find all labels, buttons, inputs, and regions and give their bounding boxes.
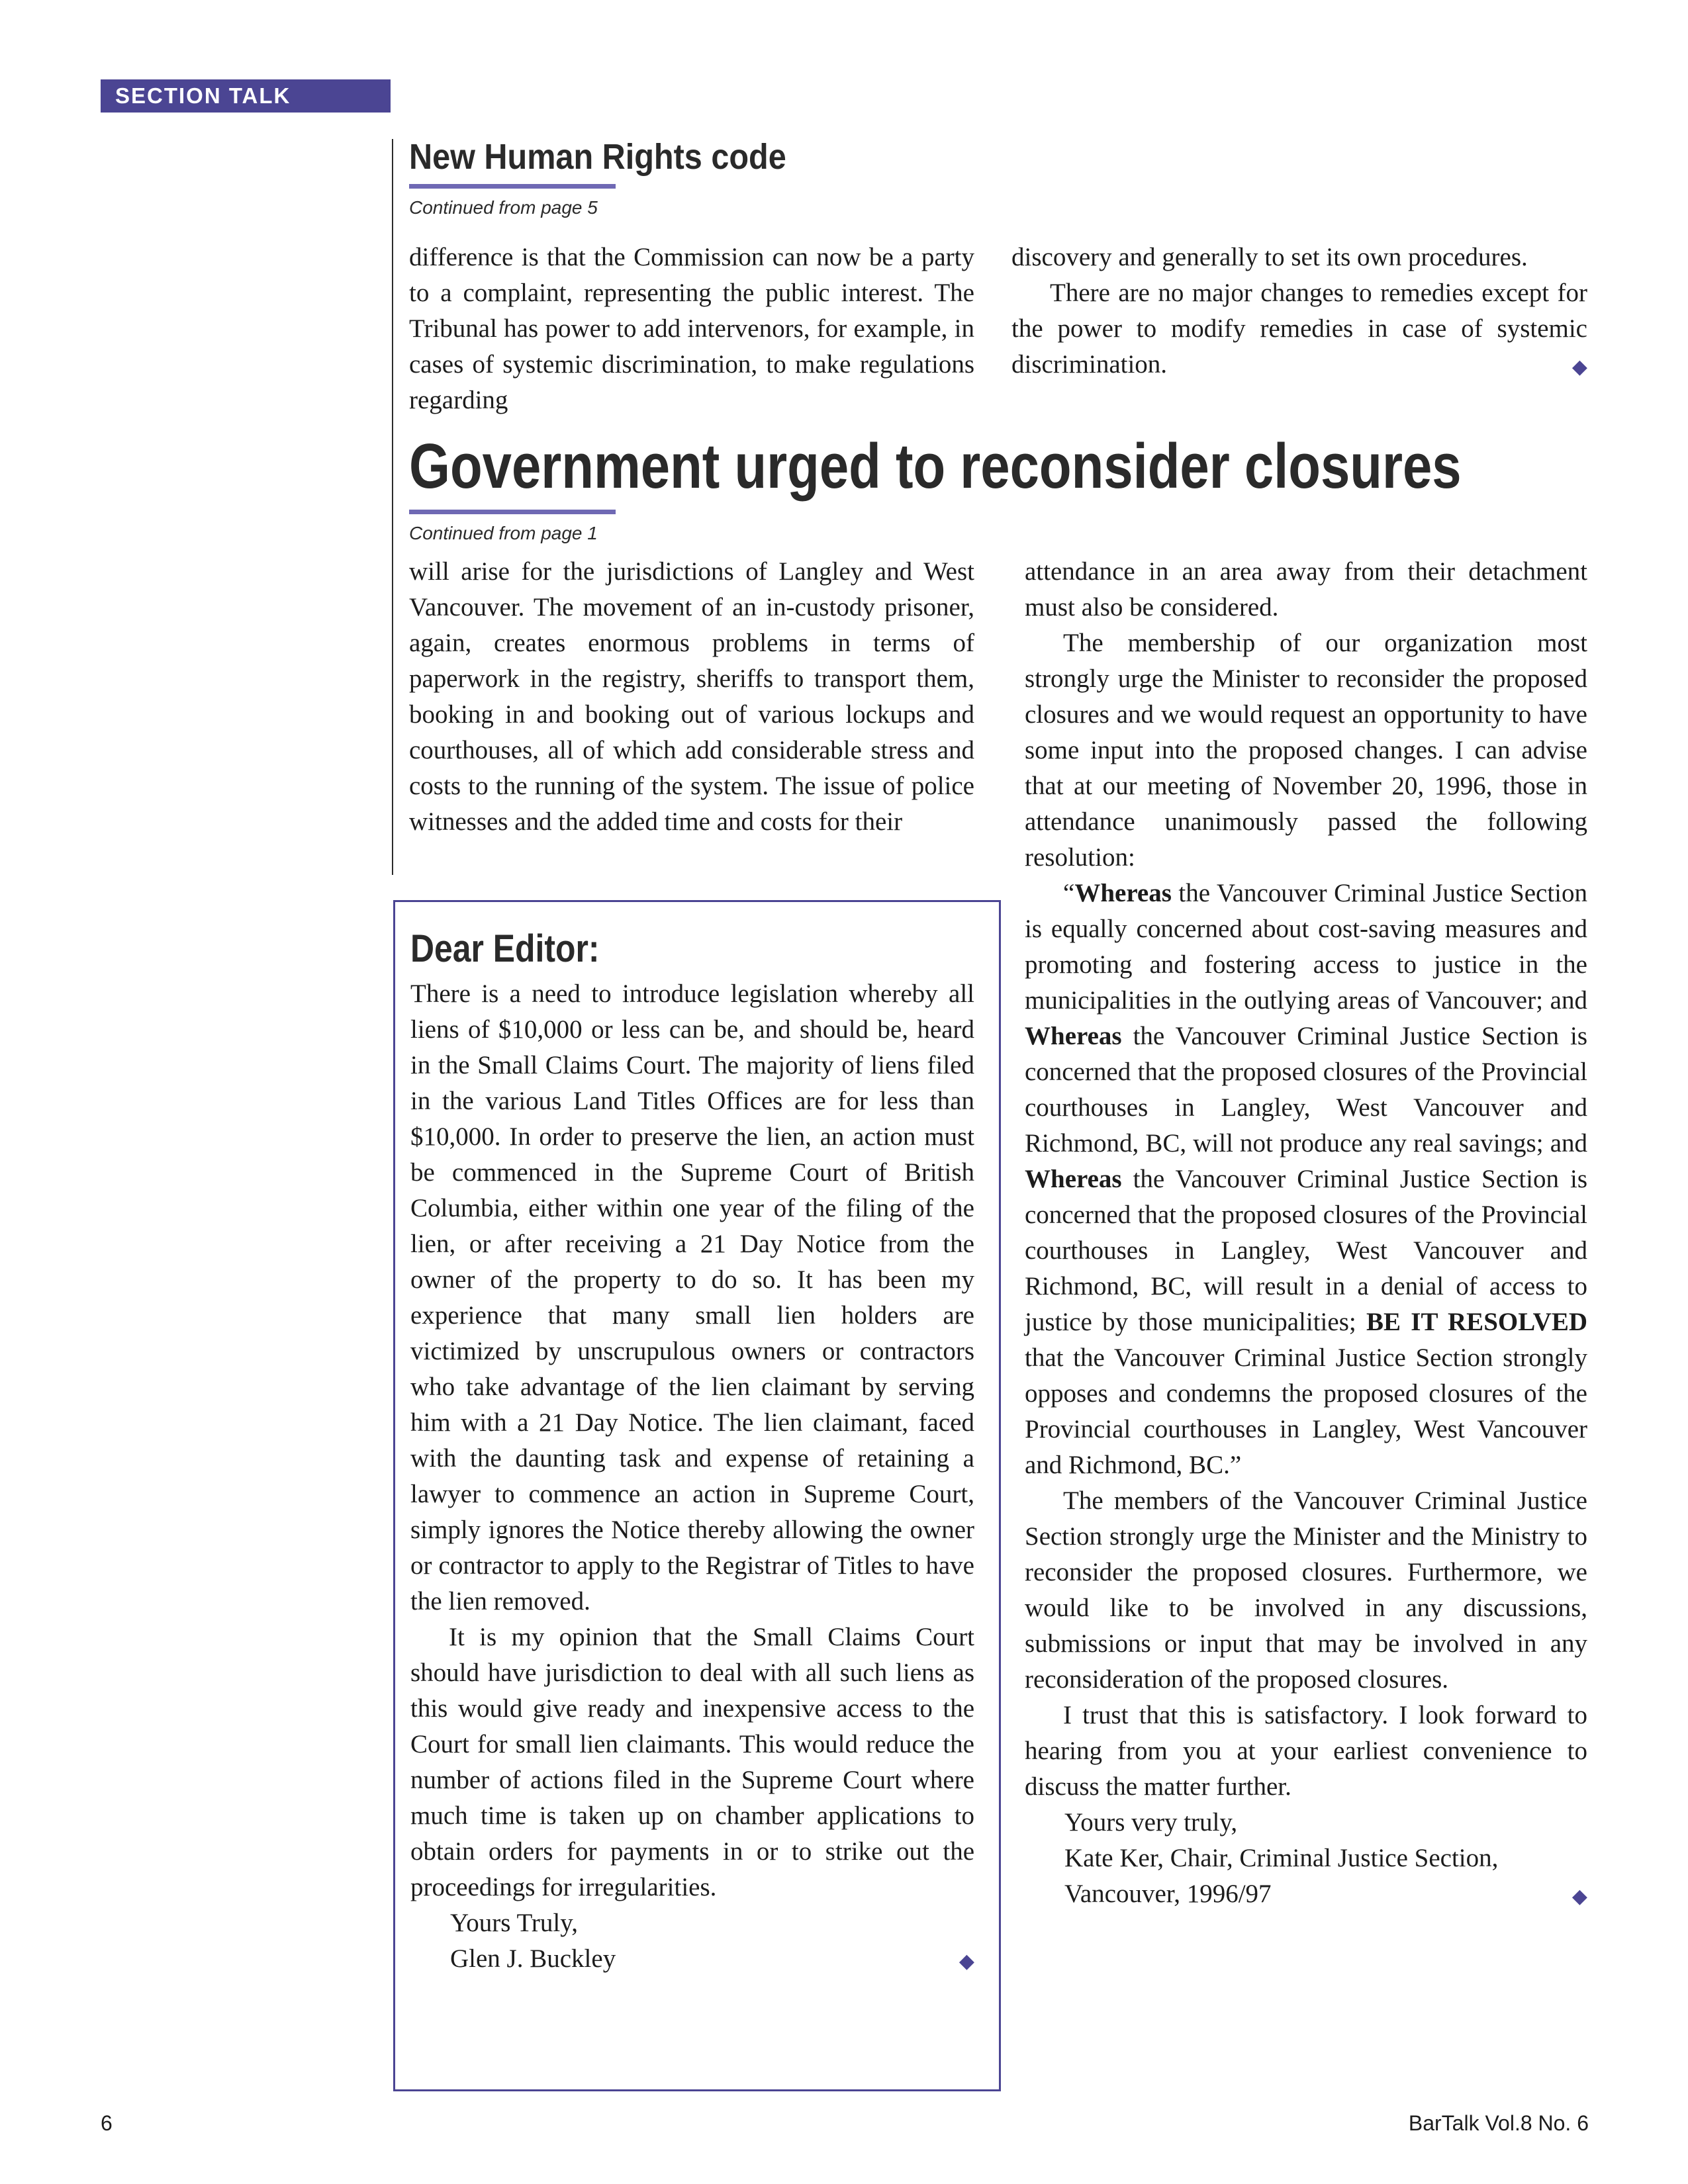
article2-signer-line2: Vancouver, 1996/97 ◆ <box>1025 1876 1587 1912</box>
article2-title: Government urged to reconsider closures <box>409 431 1462 502</box>
article1-title-rule <box>409 184 616 189</box>
article2-right-p4: The members of the Vancouver Criminal Justice Section strongly urge the Minister and the Ministry to reconsider the proposed closures. Furthermore, we would like to be involved in any discussions, submissions or input that may be involved in any reconsideration of the proposed closures. <box>1025 1486 1587 1694</box>
article2-resolution: “Whereas the Vancouver Criminal Justice Section is equally concerned about cost-saving measures and promoting and fostering access to justice in the municipalities in the outlying areas of Vancouver; and Whereas the Vancouver Criminal Justice Section is concerned that the proposed closures of the Provincial courthouses in Langley, West Vancouver and Richmond, BC, will not produce any real savings; and Whereas the Vancouver Criminal Justice Section is concerned that the proposed closures of the Provincial courthouses in Langley, West Vancouver and Richmond, BC, will result in a denial of access to justice by those municipalities; BE IT RESOLVED that the Vancouver Criminal Justice Section strongly opposes and condemns the proposed closures of the Provincial courthouses in Langley, West Vancouver and Richmond, BC.” <box>1025 879 1587 1479</box>
letter-title: Dear Editor: <box>410 927 600 970</box>
article1-left-text: difference is that the Commission can now be a party to a complaint, representing the public interest. The Tribunal has power to add intervenors, for example, in cases of systemic discrimination, to make regulations regarding <box>409 243 974 414</box>
publication-issue: BarTalk Vol.8 No. 6 <box>1408 2111 1589 2135</box>
article2-signer-line1: Kate Ker, Chair, Criminal Justice Section, <box>1064 1844 1499 1872</box>
article2-left-column <box>409 554 974 840</box>
article2-closing: Yours very truly, <box>1064 1808 1238 1837</box>
end-mark-icon: ◆ <box>1571 1886 1587 1907</box>
article2-right-column <box>1025 554 1587 1915</box>
page-number: 6 <box>101 2111 113 2135</box>
article1-right-p1: discovery and generally to set its own procedures. <box>1011 243 1528 271</box>
article2-continued: Continued from page 1 <box>409 523 598 543</box>
letter-p1: There is a need to introduce legislation whereby all liens of $10,000 or less can be, and should be, heard in the Small Claims Court. The majority of liens filed in the various Land Titles Offices are for less than $10,000. In order to preserve the lien, an action must be commenced in the Supreme Court of British Columbia, either within one year of the filing of the lien, or after receiving a 21 Day Notice from the owner of the property to do so. It has been my experience that many small lien holders are victimized by unscrupulous owners or contractors who take advantage of the lien claimant by serving him with a 21 Day Notice. The lien claimant, faced with the daunting task and expense of retaining a lawyer to commence an action in Supreme Court, simply ignores the Notice thereby allowing the owner or contractor to apply to the Registrar of Titles to have the lien removed. <box>410 979 974 1615</box>
article1-title: New Human Rights code <box>409 137 786 177</box>
article2-right-p1: attendance in an area away from their detachment must also be considered. <box>1025 557 1587 621</box>
article1-left-column <box>409 240 974 418</box>
letter-signer: Glen J. Buckley ◆ <box>410 1941 974 1977</box>
column-divider <box>392 139 393 875</box>
article2-left-text: will arise for the jurisdictions of Langley and West Vancouver. The movement of an in-custody prisoner, again, creates enormous problems in terms of paperwork in the registry, sheriffs to transport them, booking in and booking out of various lockups and courthouses, all of which add considerable stress and costs to the running of the system. The issue of police witnesses and the added time and costs for their <box>409 557 974 836</box>
letter-closing: Yours Truly, <box>450 1909 578 1937</box>
article2-title-rule <box>409 510 616 514</box>
article2-right-p5: I trust that this is satisfactory. I look forward to hearing from you at your earliest convenience to discuss the matter further. <box>1025 1701 1587 1801</box>
end-mark-icon: ◆ <box>959 1950 974 1972</box>
letter-p2: It is my opinion that the Small Claims Court should have jurisdiction to deal with all such liens as this would give ready and inexpensive access to the Court for small lien claimants. This would reduce the number of actions filed in the Supreme Court where much time is taken up on chamber applications to obtain orders for payments in or to strike out the proceedings for irregularities. <box>410 1623 974 1901</box>
letter-body <box>410 976 974 1979</box>
article1-right-p2: There are no major changes to remedies except for the power to modify remedies in case of systemic discrimination. ◆ <box>1011 275 1587 383</box>
end-mark-icon: ◆ <box>1571 356 1587 378</box>
article1-right-column <box>1011 240 1587 385</box>
article1-continued: Continued from page 5 <box>409 197 598 218</box>
article2-right-p2: The membership of our organization most strongly urge the Minister to reconsider the proposed closures and we would request an opportunity to have some input into the proposed changes. I can advise that at our meeting of November 20, 1996, those in attendance unanimously passed the following resolution: <box>1025 629 1587 872</box>
section-label: SECTION TALK <box>101 79 391 113</box>
